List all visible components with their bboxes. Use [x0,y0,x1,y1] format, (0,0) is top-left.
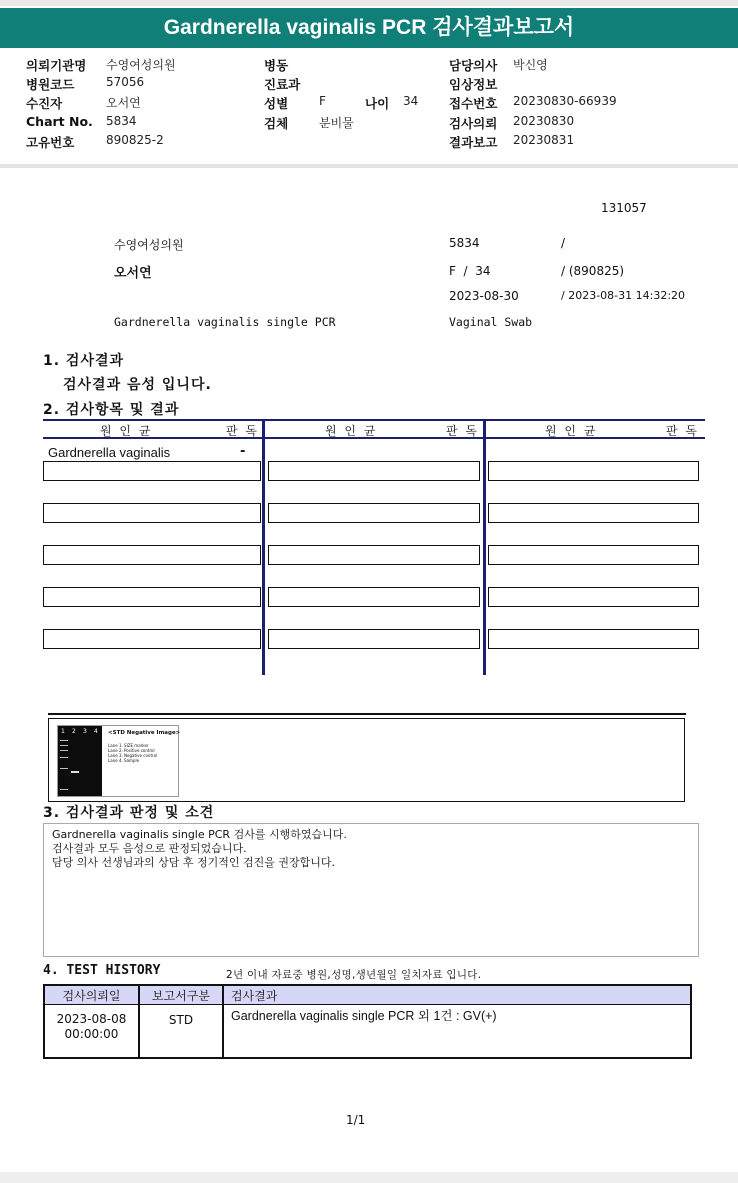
result-reading: - [240,444,246,459]
col1-reading-header: 판 독 [226,424,259,438]
result-cell [488,503,699,523]
gel-lanes-image [58,726,102,796]
label-hospital: 의뢰기관명 [26,58,87,73]
results-table-divider-2 [483,419,486,675]
result-cell [43,545,261,565]
gel-legend-line: Lane 3. Negative control [108,753,158,758]
section1-result: 검사결과 음성 입니다. [63,377,212,393]
history-header-date: 검사의뢰일 [62,989,121,1003]
summary-chart: 5834 [449,236,480,250]
history-type: STD [168,1013,194,1027]
result-cell [43,503,261,523]
label-age: 나이 [365,96,390,111]
result-cell [43,461,261,481]
summary-slash: / [561,236,566,250]
label-doctor: 담당의사 [449,58,498,73]
value-chart-no: 5834 [106,114,137,128]
value-hospital: 수영여성의원 [106,58,176,72]
summary-request-date: 2023-08-30 [449,289,519,303]
result-cell [268,503,480,523]
label-unique-no: 고유번호 [26,135,75,150]
value-doctor: 박신영 [513,58,548,72]
col3-organism-header: 원 인 균 [545,424,598,438]
value-report-date: 20230831 [513,133,575,147]
value-specimen: 분비물 [319,116,354,130]
label-hospital-code: 병원코드 [26,77,75,92]
summary-hospital: 수영여성의원 [114,238,184,252]
results-table-divider-1 [262,419,265,675]
section3-title: 3. 검사결과 판정 및 소견 [43,805,215,821]
result-cell [268,587,480,607]
history-time: 00:00:00 [64,1027,119,1041]
label-clinical-info: 임상정보 [449,77,498,92]
results-table-top-rule [43,419,705,421]
gel-top-rule [48,713,686,715]
gel-caption: <STD Negative Image> [108,730,181,736]
gel-band [60,740,68,741]
summary-birth: / (890825) [561,264,625,278]
lane-label: 3 [83,728,87,735]
col2-organism-header: 원 인 균 [325,424,378,438]
gel-band-positive [71,771,79,773]
label-report-date: 결과보고 [449,135,498,150]
value-hospital-code: 57056 [106,75,145,89]
history-col-divider [222,986,224,1057]
gel-band [60,750,68,751]
result-cell [43,587,261,607]
summary-report-datetime: / 2023-08-31 14:32:20 [561,289,686,302]
report-id: 131057 [601,201,647,215]
value-age: 34 [403,94,419,108]
col1-organism-header: 원 인 균 [100,424,153,438]
result-cell [268,545,480,565]
section2-title: 2. 검사항목 및 결과 [43,402,180,418]
summary-patient: 오서연 [114,266,152,281]
label-sex: 성별 [264,96,289,111]
value-patient: 오서연 [106,96,141,110]
value-receipt-no: 20230830-66939 [513,94,617,108]
header-info [26,56,726,156]
summary-sex-age: F / 34 [449,264,491,278]
value-sex: F [319,94,326,108]
opinion-box [43,823,699,957]
label-department: 진료과 [264,77,301,92]
section1-title: 1. 검사결과 [43,353,125,369]
gel-legend-line: Lane 1. SIZE marker [108,743,149,748]
opinion-line: 담당 의사 선생님과의 상담 후 정기적인 검진을 권장합니다. [52,856,335,869]
gel-legend [108,743,157,763]
opinion-line: 검사결과 모두 음성으로 판정되었습니다. [52,842,247,855]
gel-band [60,745,68,746]
result-cell [268,629,480,649]
value-request-date: 20230830 [513,114,575,128]
col3-reading-header: 판 독 [666,424,699,438]
report-title: Gardnerella vaginalis PCR 검사결과보고서 [0,8,738,48]
summary-test-name: Gardnerella vaginalis single PCR [114,315,336,329]
result-cell [488,587,699,607]
lane-label: 4 [94,728,98,735]
history-table [43,984,692,1059]
history-result: Gardnerella vaginalis single PCR 외 1건 : GV(+) [231,1009,497,1023]
label-chart-no: Chart No. [26,114,93,129]
result-cell [488,545,699,565]
label-patient: 수진자 [26,96,63,111]
gel-image [57,725,179,797]
result-cell [43,629,261,649]
gel-legend-line: Lane 2. Positive control [108,748,155,753]
opinion-line: Gardnerella vaginalis single PCR 검사를 시행하였습니다. [52,828,347,841]
lane-label: 1 [61,728,65,735]
bottom-border [0,1172,738,1183]
history-date: 2023-08-08 [56,1012,127,1026]
opinion-text [52,828,347,870]
col2-reading-header: 판 독 [446,424,479,438]
gel-band [60,789,68,790]
value-unique-no: 890825-2 [106,133,164,147]
result-cell [488,629,699,649]
gel-legend-line: Lane 4. Sample [108,758,140,763]
history-header-result: 검사결과 [231,989,278,1003]
lane-label: 2 [72,728,76,735]
history-note: 2년 이내 자료중 병원,성명,생년월일 일치자료 입니다. [226,969,482,981]
gel-band [60,757,68,758]
top-border [0,0,738,6]
label-request-date: 검사의뢰 [449,116,498,131]
result-cell [268,461,480,481]
page-number: 1/1 [346,1113,366,1127]
label-receipt-no: 접수번호 [449,96,498,111]
header-separator [0,164,738,168]
history-header-type: 보고서구분 [152,989,210,1003]
label-ward: 병동 [264,58,289,73]
result-cell [488,461,699,481]
history-date-cell [45,1012,138,1042]
gel-band [60,768,68,769]
label-specimen: 검체 [264,116,289,131]
section4-title: 4. TEST HISTORY [43,963,161,978]
summary-specimen: Vaginal Swab [449,315,533,329]
result-organism: Gardnerella vaginalis [48,445,171,460]
